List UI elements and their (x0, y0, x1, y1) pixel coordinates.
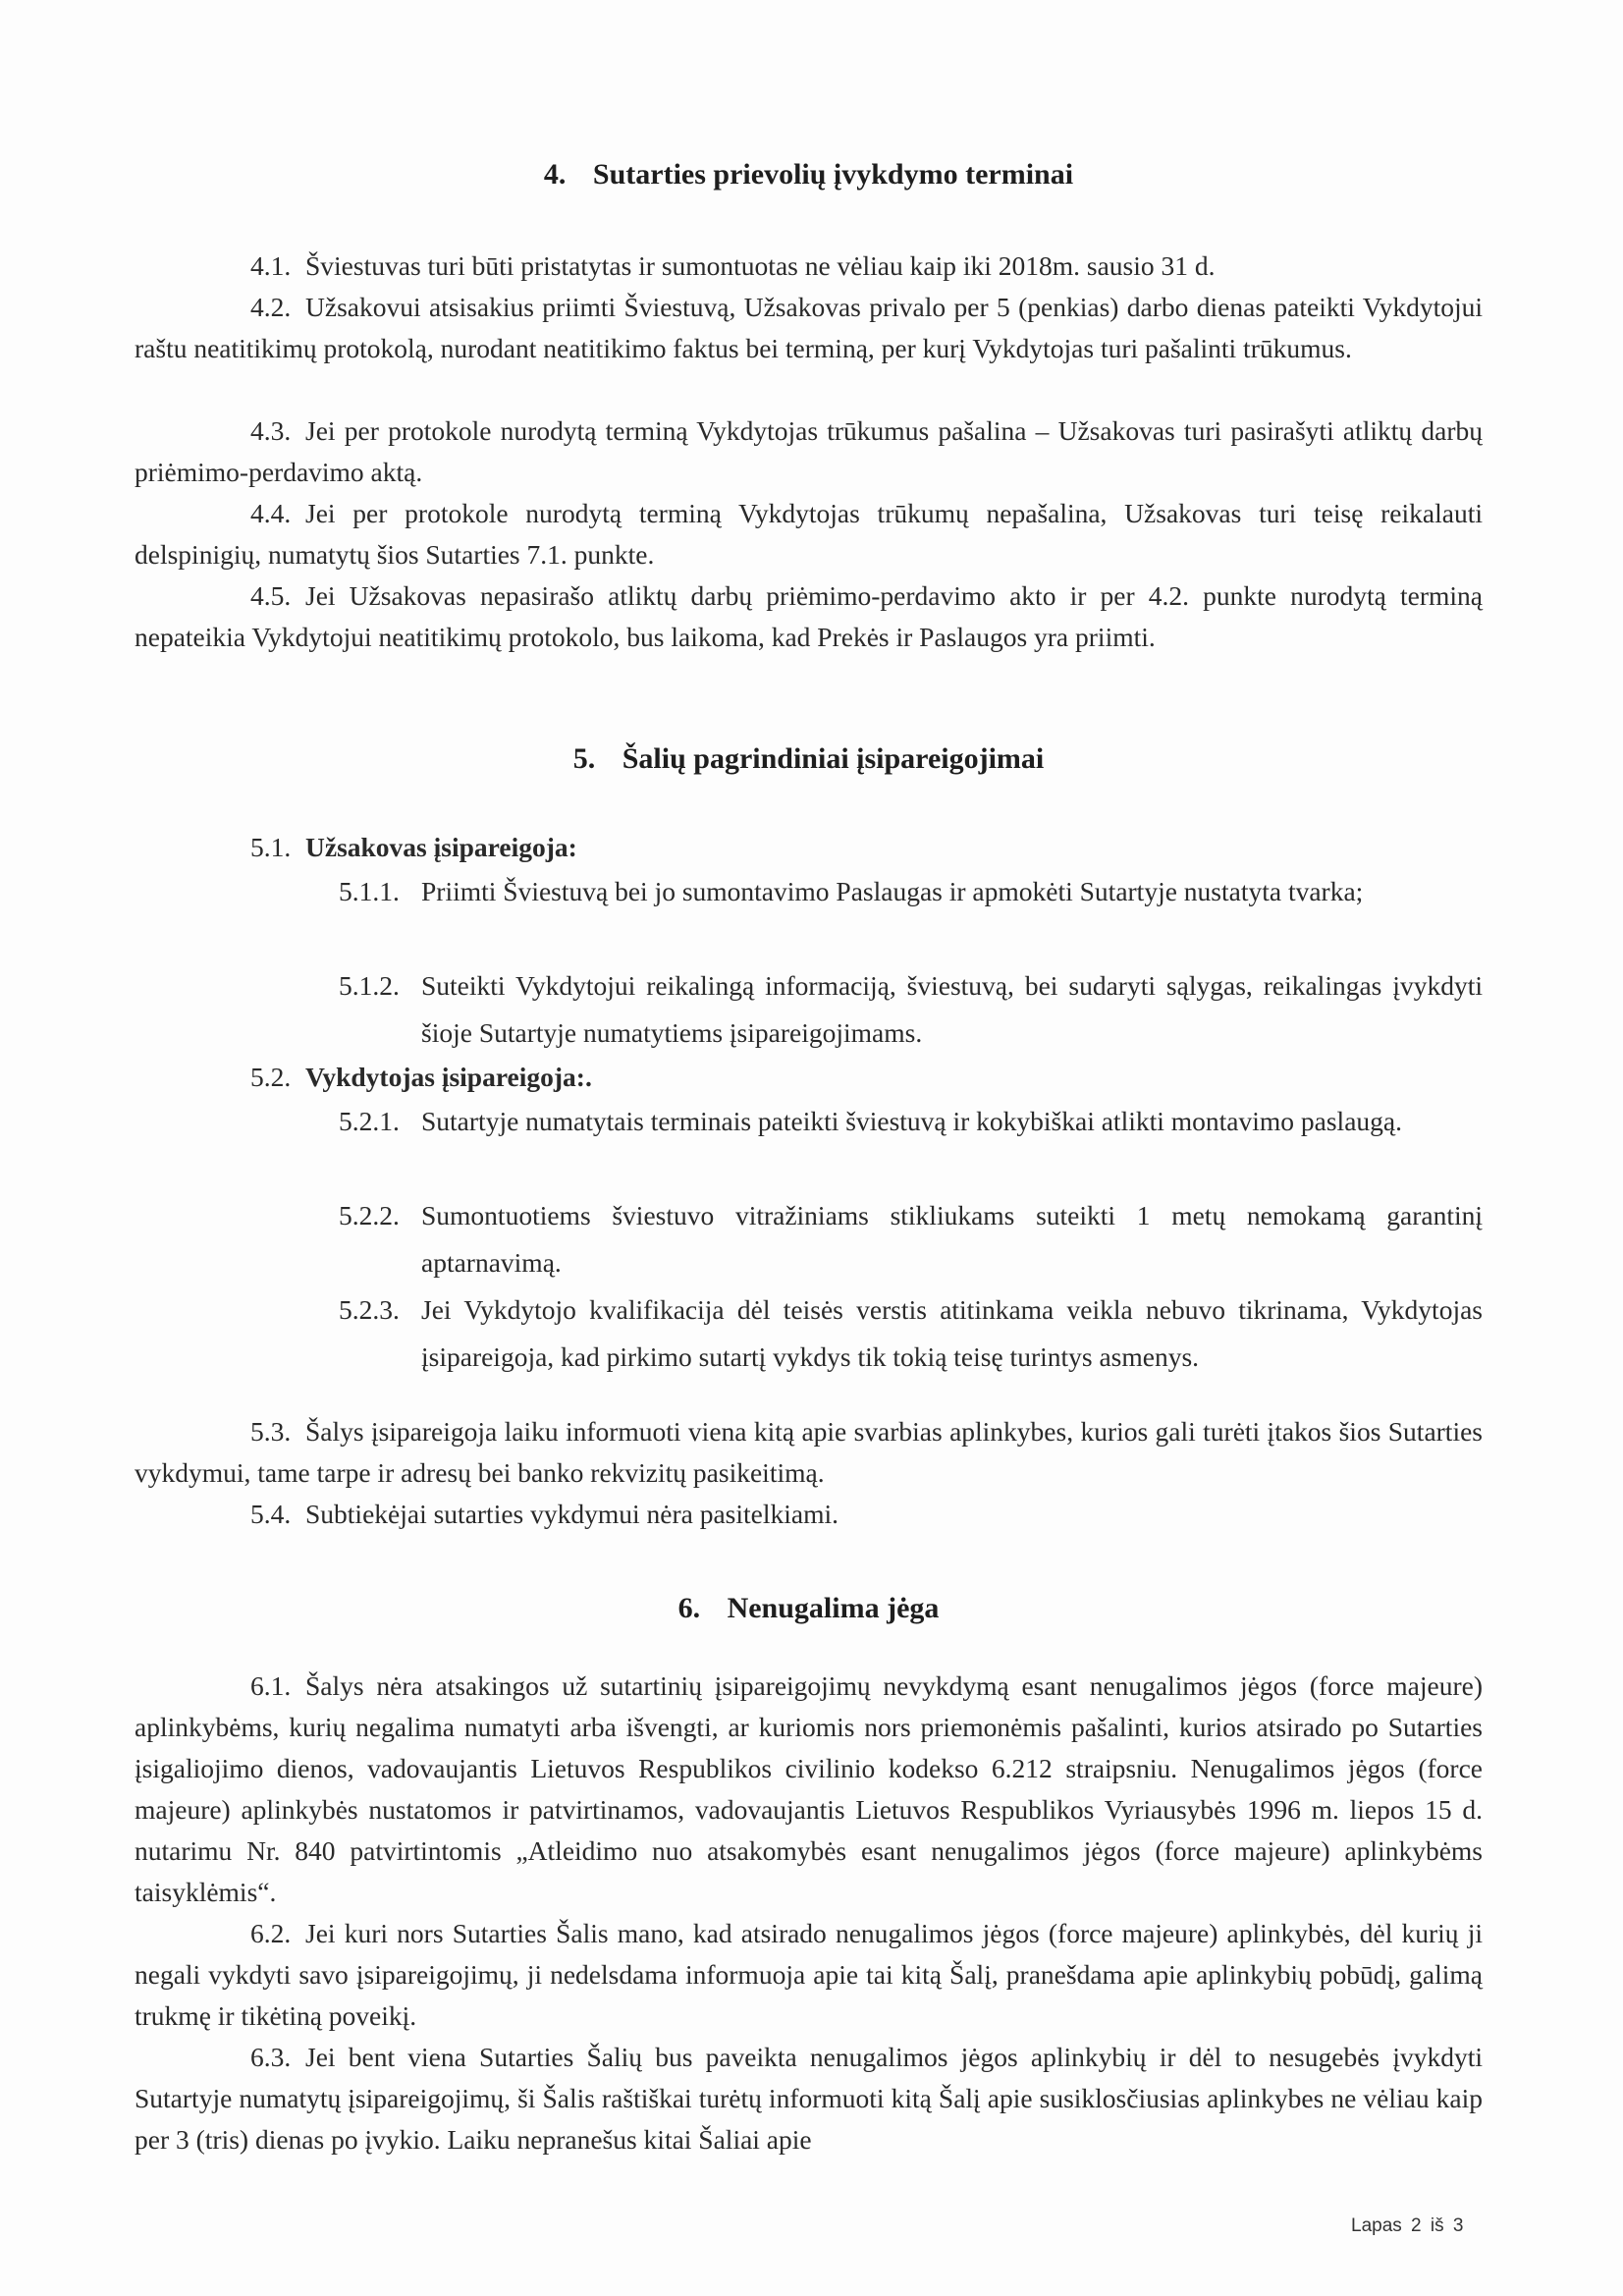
clause-number: 5.2.1. (339, 1106, 400, 1136)
clause-6-1 (135, 1666, 1483, 1913)
section-title: Šalių pagrindiniai įsipareigojimai (622, 742, 1045, 775)
clause-5-2-heading (250, 1057, 592, 1098)
clause-4-4 (135, 493, 1483, 575)
clause-text: Sumontuotiems šviestuvo vitražiniams stikliukams suteikti 1 metų nemokamą garantinį aptarnavimą. (421, 1200, 1483, 1278)
clause-5-2-2 (339, 1192, 1483, 1286)
clause-5-1-2 (339, 962, 1483, 1057)
clause-label: Vykdytojas įsipareigoja:. (305, 1062, 592, 1092)
section-heading-4 (135, 154, 1483, 195)
clause-number: 5.1.1. (339, 876, 400, 906)
clause-text: Šalys nėra atsakingos už sutartinių įsipareigojimų nevykdymą esant nenugalimos jėgos (force majeure) aplinkybėms, kurių negalima numatyti arba išvengti, ar kuriomis nors priemonėmis pašalinti, kurios atsirado po Sutarties įsigaliojimo dienos, vadovaujantis Lietuvos Respublikos civilinio kodekso 6.212 straipsniu. Nenugalimos jėgos (force majeure) aplinkybės nustatomos ir patvirtinamos, vadovaujantis Lietuvos Respublikos Vyriausybės 1996 m. liepos 15 d. nutarimu Nr. 840 patvirtintomis „Atleidimo nuo atsakomybės esant nenugalimos jėgos (force majeure) aplinkybėms taisyklėmis“. (135, 1670, 1483, 1907)
clause-text: Subtiekėjai sutarties vykdymui nėra pasitelkiami. (305, 1499, 839, 1529)
section-heading-5 (135, 738, 1483, 780)
clause-number: 4.4. (250, 498, 292, 528)
clause-4-5 (135, 575, 1483, 658)
clause-text: Jei per protokole nurodytą terminą Vykdytojas trūkumus pašalina – Užsakovas turi pasirašyti atliktų darbų priėmimo-perdavimo aktą. (135, 415, 1483, 487)
clause-label: Užsakovas įsipareigoja: (305, 832, 577, 862)
clause-5-1-1 (339, 868, 1483, 915)
clause-text: Jei Užsakovas nepasirašo atliktų darbų priėmimo-perdavimo akto ir per 4.2. punkte nurodytą terminą nepateikia Vykdytojui neatitikimų protokolo, bus laikoma, kad Prekės ir Paslaugos yra priimti. (135, 580, 1483, 652)
clause-6-2 (135, 1913, 1483, 2037)
clause-5-3 (135, 1411, 1483, 1494)
clause-number: 5.2.2. (339, 1200, 400, 1230)
clause-text: Užsakovui atsisakius priimti Šviestuvą, Užsakovas privalo per 5 (penkias) darbo dienas pateikti Vykdytojui raštu neatitikimų protokolą, nurodant neatitikimo faktus bei terminą, per kurį Vykdytojas turi pašalinti trūkumus. (135, 292, 1483, 363)
clause-number: 5.1. (250, 832, 292, 862)
clause-5-2-3 (339, 1286, 1483, 1381)
clause-number: 4.1. (250, 250, 292, 281)
clause-text: Sutartyje numatytais terminais pateikti šviestuvą ir kokybiškai atlikti montavimo paslaugą. (421, 1106, 1402, 1136)
clause-number: 4.2. (250, 292, 292, 322)
section-number: 6. (677, 1592, 701, 1624)
section-number: 4. (543, 158, 567, 191)
clause-number: 5.2.3. (339, 1294, 400, 1325)
clause-text: Jei bent viena Sutarties Šalių bus paveikta nenugalimos jėgos aplinkybių ir dėl to nesugebės įvykdyti Sutartyje numatytų įsipareigojimų, ši Šalis raštiškai turėtų informuoti kitą Šalį apie susiklosčiusias aplinkybes ne vėliau kaip per 3 (tris) dienas po įvykio. Laiku nepranešus kitai Šaliai apie (135, 2042, 1483, 2155)
clause-number: 5.3. (250, 1416, 292, 1447)
clause-number: 6.1. (250, 1670, 292, 1701)
clause-text: Jei Vykdytojo kvalifikacija dėl teisės verstis atitinkama veikla nebuvo tikrinama, Vykdytojas įsipareigoja, kad pirkimo sutartį vykdys tik tokią teisę turintys asmenys. (421, 1294, 1483, 1372)
clause-4-2 (135, 287, 1483, 369)
clause-text: Suteikti Vykdytojui reikalingą informaciją, šviestuvą, bei sudaryti sąlygas, reikalingas įvykdyti šioje Sutartyje numatytiems įsipareigojimams. (421, 970, 1483, 1048)
clause-number: 5.2. (250, 1062, 292, 1092)
clause-5-1-heading (250, 827, 577, 868)
clause-5-4 (135, 1494, 1483, 1535)
clause-text: Jei per protokole nurodytą terminą Vykdytojas trūkumų nepašalina, Užsakovas turi teisę reikalauti delspinigių, numatytų šios Sutarties 7.1. punkte. (135, 498, 1483, 570)
clause-4-1 (135, 246, 1483, 287)
clause-4-3 (135, 410, 1483, 493)
clause-6-3 (135, 2037, 1483, 2160)
clause-number: 6.3. (250, 2042, 292, 2072)
clause-number: 5.1.2. (339, 970, 400, 1001)
section-number: 5. (572, 742, 596, 775)
section-title: Sutarties prievolių įvykdymo terminai (592, 158, 1074, 191)
clause-text: Priimti Šviestuvą bei jo sumontavimo Paslaugas ir apmokėti Sutartyje nustatyta tvarka; (421, 876, 1364, 906)
clause-number: 5.4. (250, 1499, 292, 1529)
page-number: Lapas 2 iš 3 (1351, 2215, 1464, 2236)
clause-5-2-1 (339, 1098, 1483, 1145)
clause-text: Šalys įsipareigoja laiku informuoti viena kitą apie svarbias aplinkybes, kurios gali turėti įtakos šios Sutarties vykdymui, tame tarpe ir adresų bei banko rekvizitų pasikeitimą. (135, 1416, 1483, 1488)
clause-number: 6.2. (250, 1918, 292, 1948)
section-heading-6 (135, 1588, 1483, 1629)
clause-text: Jei kuri nors Sutarties Šalis mano, kad atsirado nenugalimos jėgos (force majeure) aplinkybės, dėl kurių ji negali vykdyti savo įsipareigojimų, ji nedelsdama informuoja apie tai kitą Šalį, pranešdama apie aplinkybių pobūdį, galimą trukmę ir tikėtiną poveikį. (135, 1918, 1483, 2031)
clause-number: 4.5. (250, 580, 292, 611)
clause-number: 4.3. (250, 415, 292, 446)
section-title: Nenugalima jėga (727, 1592, 940, 1624)
clause-text: Šviestuvas turi būti pristatytas ir sumontuotas ne vėliau kaip iki 2018m. sausio 31 d. (305, 250, 1216, 281)
